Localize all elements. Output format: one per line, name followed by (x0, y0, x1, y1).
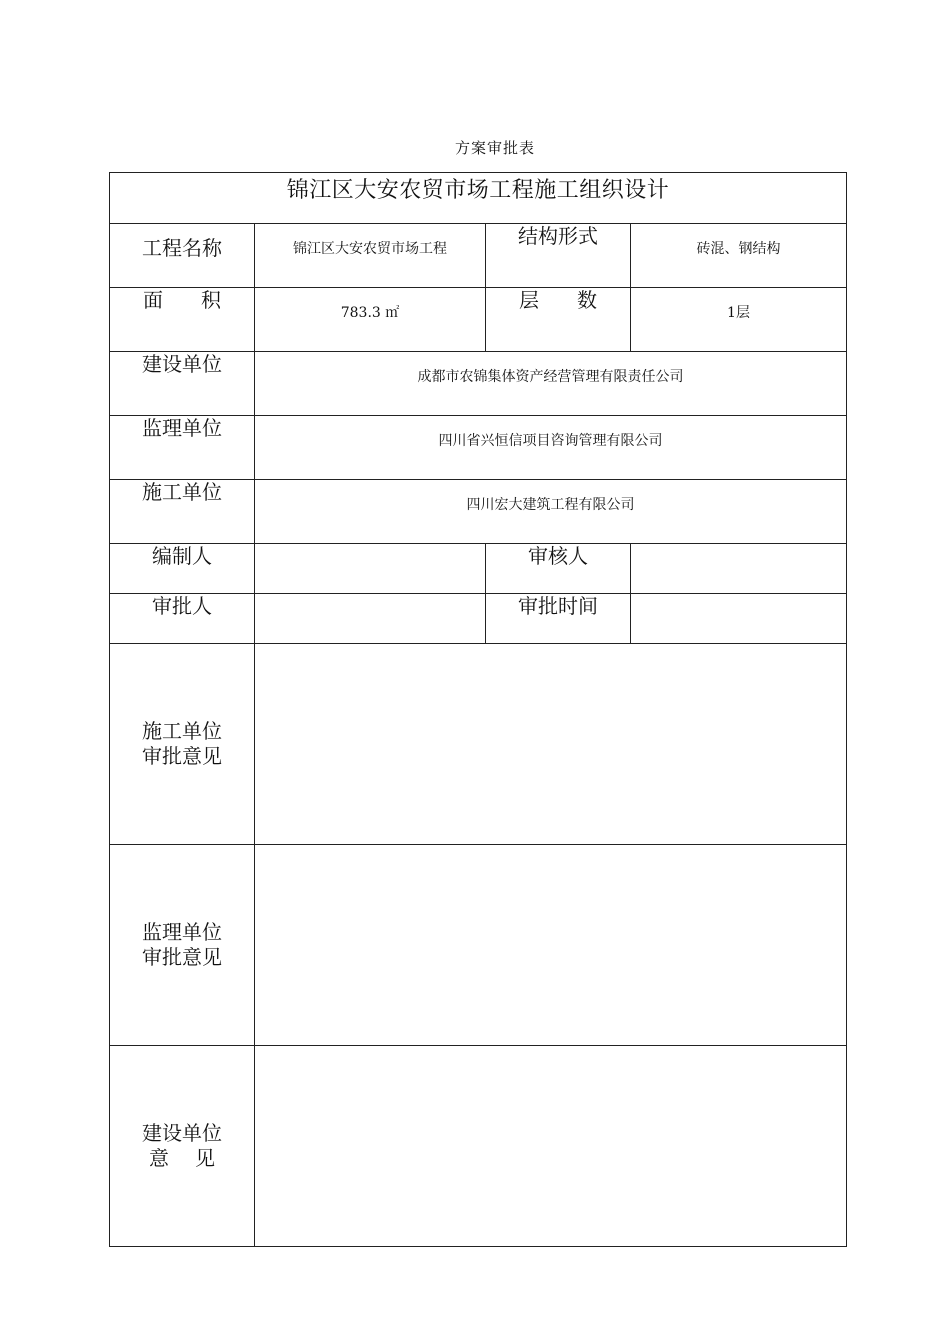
area-label-char-1: 面 (143, 288, 163, 312)
contractor-opinion-label-line-2: 审批意见 (142, 744, 222, 768)
project-title: 锦江区大安农贸市场工程施工组织设计 (110, 173, 847, 224)
contractor-row (110, 480, 847, 544)
reviewer-label: 审核人 (486, 544, 631, 594)
project-name-label: 工程名称 (110, 224, 255, 288)
builder-opinion-label-char-2: 见 (195, 1146, 215, 1170)
compiler-label: 编制人 (110, 544, 255, 594)
floors-value: 1层 (631, 288, 847, 352)
contractor-opinion-row (110, 644, 847, 845)
approver-field[interactable] (255, 594, 486, 644)
floors-label-char-2: 数 (577, 288, 597, 312)
title-row (110, 173, 847, 224)
builder-opinion-label (110, 1046, 255, 1247)
approval-time-field[interactable] (631, 594, 847, 644)
builder-row (110, 352, 847, 416)
area-label (110, 288, 255, 352)
form-heading: 方案审批表 (454, 139, 535, 157)
area-value: 783.3 ㎡ (255, 288, 486, 352)
structure-value: 砖混、钢结构 (631, 224, 847, 288)
contractor-opinion-field[interactable] (255, 644, 847, 845)
supervisor-opinion-label (110, 845, 255, 1046)
project-name-value: 锦江区大安农贸市场工程 (255, 224, 486, 288)
compiler-row (110, 544, 847, 594)
builder-opinion-row (110, 1046, 847, 1247)
supervisor-value: 四川省兴恒信项目咨询管理有限公司 (255, 416, 847, 480)
builder-value: 成都市农锦集体资产经营管理有限责任公司 (255, 352, 847, 416)
supervisor-row (110, 416, 847, 480)
approver-label: 审批人 (110, 594, 255, 644)
approval-time-label: 审批时间 (486, 594, 631, 644)
supervisor-opinion-label-line-2: 审批意见 (142, 945, 222, 969)
structure-label: 结构形式 (486, 224, 631, 288)
builder-opinion-label-line-1: 建设单位 (142, 1121, 222, 1145)
approval-table (109, 172, 847, 1247)
builder-opinion-label-line-2 (110, 1146, 254, 1171)
supervisor-label: 监理单位 (110, 416, 255, 480)
floors-label-char-1: 层 (519, 288, 539, 312)
reviewer-field[interactable] (631, 544, 847, 594)
compiler-field[interactable] (255, 544, 486, 594)
builder-label: 建设单位 (110, 352, 255, 416)
contractor-opinion-label-line-1: 施工单位 (142, 719, 222, 743)
project-name-row (110, 224, 847, 288)
area-label-char-2: 积 (201, 288, 221, 312)
builder-opinion-label-char-1: 意 (149, 1146, 169, 1170)
contractor-label: 施工单位 (110, 480, 255, 544)
floors-label (486, 288, 631, 352)
area-row (110, 288, 847, 352)
approver-row (110, 594, 847, 644)
builder-opinion-field[interactable] (255, 1046, 847, 1247)
supervisor-opinion-label-line-1: 监理单位 (142, 920, 222, 944)
contractor-value: 四川宏大建筑工程有限公司 (255, 480, 847, 544)
supervisor-opinion-field[interactable] (255, 845, 847, 1046)
contractor-opinion-label (110, 644, 255, 845)
supervisor-opinion-row (110, 845, 847, 1046)
